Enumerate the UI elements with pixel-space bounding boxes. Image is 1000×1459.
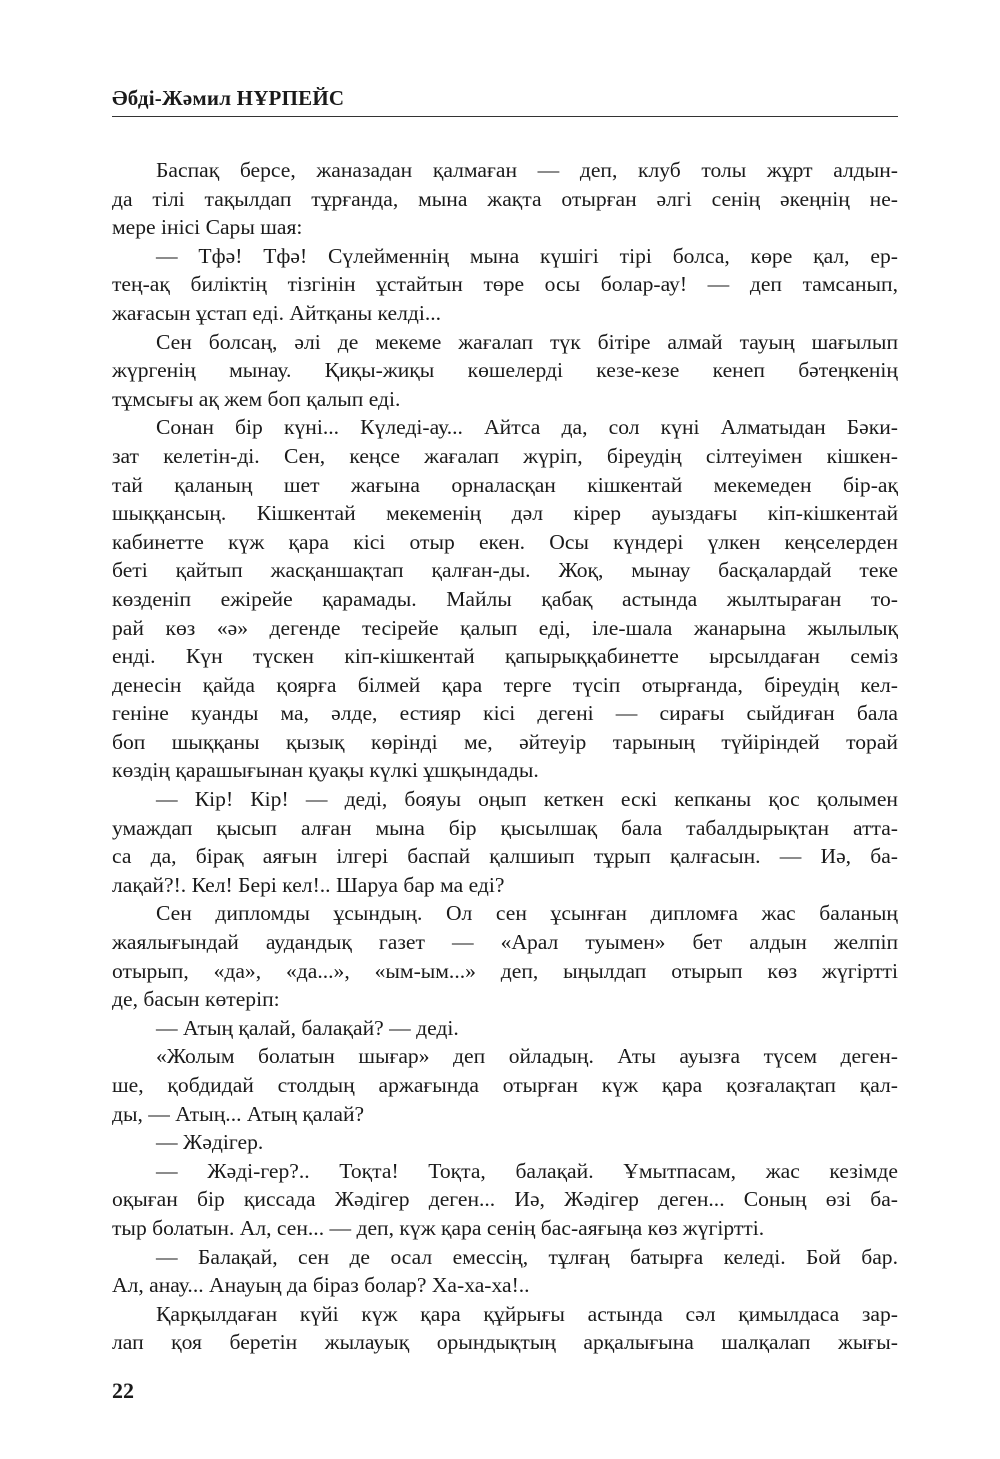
text-line: — Жәді-гер?.. Тоқта! Тоқта, балақай. Ұмытпасам, жас кезімде bbox=[156, 1158, 898, 1183]
text-line: Сен болсаң, әлі де мекеме жағалап түк бітіре алмай тауың шағылып bbox=[156, 329, 898, 354]
text-line: лақай?!. Кел! Бері кел!.. Шаруа бар ма еді? bbox=[112, 872, 505, 897]
text-line: оқыған бір қиссада Жәдігер деген... Иә, Жәдігер деген... Соның өзі ба- bbox=[112, 1187, 898, 1212]
text-line: беті қайтып жасқаншақтап қалған-ды. Жоқ, мынау басқалардай теке bbox=[112, 558, 898, 583]
text-line: боп шыққаны қызық көрінді ме, әйтеуір тарының түйіріндей торай bbox=[112, 729, 898, 754]
text-line: тұмсығы ақ жем боп қалып еді. bbox=[112, 386, 401, 411]
text-line: тай қаланың шет жағына орналасқан кішкентай мекемеден бір-ақ bbox=[112, 472, 898, 497]
text-line: рай көз «ә» дегенде тесірейе қалып еді, іле-шала жанарына жылылық bbox=[112, 615, 898, 640]
text-line: Сонан бір күні... Күледі-ау... Айтса да, сол күні Алматыдан Бәки- bbox=[156, 415, 898, 440]
text-line: мере інісі Сары шая: bbox=[112, 215, 303, 240]
text-line: жүргенің мынау. Қиқы-жиқы көшелерді кезе-кезе кенеп бәтеңкенің bbox=[112, 358, 898, 383]
text-line: лап қоя беретін жылауық орындықтың арқалығына шалқалап жығы- bbox=[112, 1330, 898, 1355]
text-line: са да, бірақ аяғын ілгері баспай қалшиып тұрып қалғасын. — Иә, ба- bbox=[112, 844, 898, 869]
text-line: — Жәдігер. bbox=[156, 1130, 264, 1155]
text-line: Баспақ берсе, жаназадан қалмаған — деп, клуб толы жұрт алдын- bbox=[156, 158, 898, 182]
text-line: тыр болатын. Ал, сен... — деп, күж қара сенің бас-аяғыңа көз жүгіртті. bbox=[112, 1215, 765, 1240]
text-line: Қарқылдаған күйі күж қара құйрығы астында сәл қимылдаса зар- bbox=[156, 1301, 898, 1326]
text-line: көздің қарашығынан қуақы күлкі ұшқындады. bbox=[112, 758, 539, 783]
text-line: зат келетін-ді. Сен, кеңсе жағалап жүріп, біреудің сілтеуімен кішкен- bbox=[112, 443, 898, 468]
text-line: шыққансың. Кішкентай мекеменің дәл кірер ауыздағы кіп-кішкентай bbox=[112, 501, 898, 526]
text-line: геніне куанды ма, әлде, естияр кісі дегені — сирағы сыйдиған бала bbox=[112, 701, 898, 726]
text-line: Сен дипломды ұсындың. Ол сен ұсынған дипломға жас баланың bbox=[156, 901, 898, 926]
body-text bbox=[112, 156, 898, 1357]
text-line: — Балақай, сен де осал емессің, тұлғаң батырға келеді. Бой бар. bbox=[156, 1244, 898, 1269]
text-line: — Атың қалай, балақай? — деді. bbox=[156, 1015, 459, 1040]
text-line: тең-ақ биліктің тізгінін ұстайтын төре осы болар-ау! — деп тамсанып, bbox=[112, 272, 898, 297]
text-line: да тілі тақылдап тұрғанда, мына жақта отырған әлгі сенің әкеңнің не- bbox=[112, 186, 898, 211]
header-rule bbox=[112, 116, 898, 117]
text-line: денесін қайда қоярға білмей қара терге түсіп отырғанда, біреудің кел- bbox=[112, 672, 898, 697]
text-line: отырып, «да», «да...», «ым-ым...» деп, ыңылдап отырып көз жүгіртті bbox=[112, 958, 898, 983]
page-number: 22 bbox=[112, 1378, 134, 1403]
text-line: «Жолым болатын шығар» деп ойладың. Аты ауызға түсем деген- bbox=[156, 1044, 898, 1069]
text-line: кабинетте күж қара кісі отыр екен. Осы күндері үлкен кеңселерден bbox=[112, 529, 898, 554]
text-line: ды, — Атың... Атың қалай? bbox=[112, 1101, 365, 1126]
text-line: көзденіп ежірейе қарамады. Майлы қабақ астында жылтыраған то- bbox=[112, 586, 898, 611]
running-head: Әбді-Жәмил НҰРПЕЙС bbox=[112, 86, 345, 110]
text-line: — Тфә! Тфә! Сүлейменнің мына күшігі тірі болса, көре қал, ер- bbox=[156, 243, 898, 268]
text-line: Ал, анау... Анауың да біраз болар? Ха-ха-ха!.. bbox=[112, 1273, 530, 1298]
text-line: умаждап қысып алған мына бір қысылшақ бала табалдырықтан атта- bbox=[112, 815, 898, 840]
text-line: жағасын ұстап еді. Айтқаны келді... bbox=[112, 300, 442, 325]
text-line: жаялығындай аудандық газет — «Арал туымен» бет алдын желпіп bbox=[112, 930, 898, 955]
text-line: — Кір! Кір! — деді, бояуы оңып кеткен ескі кепканы қос қолымен bbox=[156, 787, 898, 812]
text-line: ше, қобдидай столдың аржағында отырған күж қара қозғалақтап қал- bbox=[112, 1073, 898, 1097]
text-line: де, басын көтеріп: bbox=[112, 987, 280, 1012]
text-line: енді. Күн түскен кіп-кішкентай қапырыққабинетте ырсылдаған семіз bbox=[112, 644, 898, 669]
